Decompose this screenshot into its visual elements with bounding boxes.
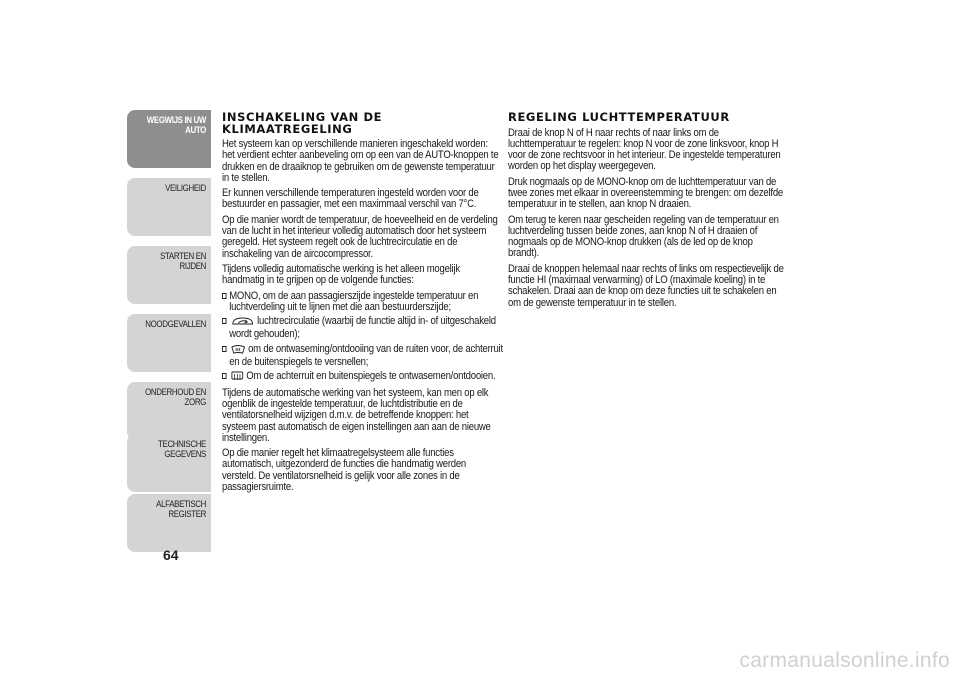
windshield-defrost-icon [231,344,245,357]
paragraph: Tijdens de automatische werking van het systeem, kan men op elk ogenblik de ingestelde temperatuur, de luchtdistributie en de ventilatorsnelheid wijzigen d.m.v. de betreffende knoppen: het systeem past automatisch de eigen instellingen aan aan de nieuwe instellingen. [222,386,491,444]
tab-label: TECHNISCHE GEGEVENS [158,439,206,459]
paragraph: Draai de knop N of H naar rechts of naar links om de luchttemperatuur te regelen: knop N voor de zone linksvoor, knop H voor de zone rechtsvoor in het interieur. De ingestelde temperaturen worden op het display weergegeven. [508,126,781,173]
paragraph: Op die manier wordt de temperatuur, de hoeveelheid en de verdeling van de lucht in het interieur volledig automatisch door het systeem geregeld. Het systeem regelt ook de luchtrecirculatie en de inschakeling van de aircocompressor. [222,213,498,260]
checkbox-bullet-icon [222,318,227,324]
right-column [508,112,784,313]
tab-noodgevallen[interactable] [127,314,211,372]
rear-window-defrost-icon [231,371,244,384]
bullet-text: luchtrecirculatie (waarbij de functie altijd in- of uitgeschakeld wordt gehouden); [229,315,496,341]
watermark-text: carmanualsonline.info [739,649,950,672]
bullet-item [222,371,507,384]
checkbox-bullet-icon [222,373,227,379]
tab-label: ONDERHOUD EN ZORG [145,387,206,407]
tab-technische-gegevens[interactable] [127,434,211,492]
tab-label: STARTEN EN RIJDEN [160,251,206,271]
page-number: 64 [163,547,179,563]
tab-label: ALFABETISCH REGISTER [156,499,206,519]
section-heading: INSCHAKELING VAN DE KLIMAATREGELING [222,110,383,136]
section-heading: REGELING LUCHTTEMPERATUUR [508,110,730,124]
tab-veiligheid[interactable] [127,178,211,236]
checkbox-bullet-icon [222,293,227,299]
bullet-text: om de ontwaseming/ontdooiing van de ruiten voor, de achterruit en de buitenspiegels te versnellen; [229,342,503,369]
tab-label: WEGWIJS IN UW AUTO [146,115,206,135]
tab-label: VEILIGHEID [165,183,206,193]
bullet-item [222,291,507,314]
recirculation-icon [231,316,254,329]
tab-label: NOODGEVALLEN [145,319,206,329]
paragraph: Het systeem kan op verschillende manieren ingeschakeld worden: het verdient echter aanbeveling om op een van de AUTO-knoppen te drukken en de draaiknop te gebruiken om de gewenste temperatuur in te stellen. [222,138,499,184]
paragraph: Druk nogmaals op de MONO-knop om de luchttemperatuur van de twee zones met elkaar in overeenstemming te brengen: om dezelfde temperatuur in te stellen, aan knop N draaien. [508,175,783,211]
tab-alfabetisch-register[interactable] [127,494,211,552]
paragraph: Er kunnen verschillende temperaturen ingesteld worden voor de bestuurder en passagier, met een maximmaal verschil van 7°C. [222,187,479,211]
paragraph: Draai de knoppen helemaal naar rechts of links om respectievelijk de functie HI (maximaal verwarming) of LO (maximale koeling) in te schakelen. Draai aan de knop om deze functies uit te schakelen en om de gewenste temperatuur in te stellen. [508,262,784,309]
tab-onderhoud-en-zorg[interactable] [127,382,211,440]
tab-starten-en-rijden[interactable] [127,246,211,304]
bullet-item [222,316,507,341]
left-column [222,110,503,497]
paragraph: Tijdens volledig automatische werking is het alleen mogelijk handmatig in te grijpen op de volgende functies: [222,262,460,287]
bullet-text: Om de achterruit en buitenspiegels te ontwasemen/ontdooien. [246,370,496,383]
paragraph: Op die manier regelt het klimaatregelsysteem alle functies automatisch, uitgezonderd de functies die handmatig werden versteld. De ventilatorsnelheid is gelijk voor alle zones in de passagiersruimte. [222,447,467,494]
bullet-item [222,344,507,369]
paragraph: Om terug te keren naar gescheiden regeling van de temperatuur en luchtverdeling tussen beide zones, aan knop N of H draaien of nogmaals op de MONO-knop drukken (als de led op de knop brandt). [508,213,779,260]
bullet-text: MONO, om de aan passagierszijde ingestelde temperatuur en luchtverdeling uit te lijnen met die aan bestuurderszijde; [229,289,479,313]
checkbox-bullet-icon [222,346,227,352]
tab-wegwijs-in-uw-auto[interactable] [127,110,211,168]
